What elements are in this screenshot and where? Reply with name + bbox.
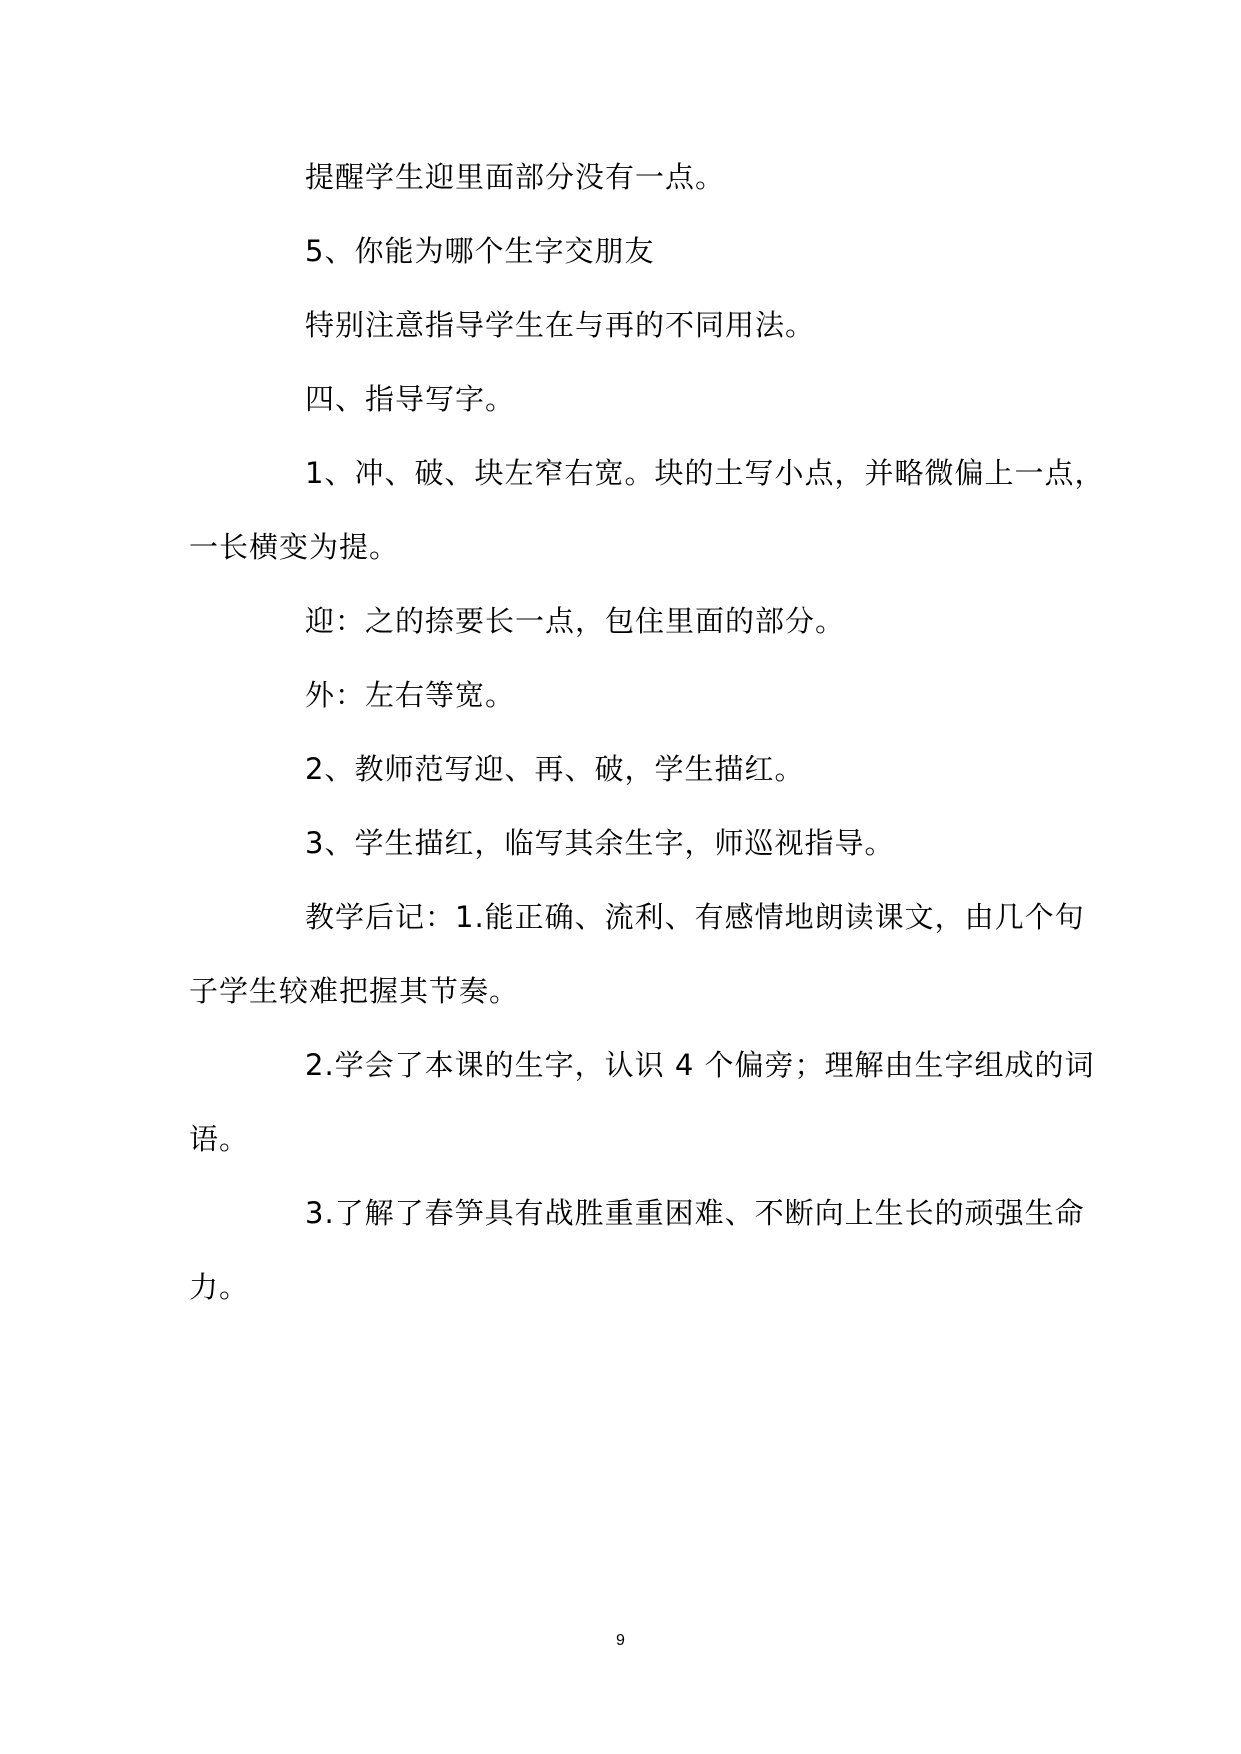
paragraph-line: 外：左右等宽。	[305, 678, 516, 712]
paragraph-line: 5、你能为哪个生字交朋友	[305, 234, 655, 268]
paragraph-line: 子学生较难把握其节奏。	[189, 974, 520, 1008]
paragraph-line: 一长横变为提。	[189, 530, 400, 564]
paragraph-line: 2.学会了本课的生字，认识 4 个偏旁；理解由生字组成的词	[305, 1048, 1095, 1082]
paragraph-line: 2、教师范写迎、再、破，学生描红。	[305, 752, 805, 786]
page-number: 9	[616, 1632, 625, 1649]
paragraph-line: 迎：之的捺要长一点，包住里面的部分。	[305, 604, 846, 638]
document-body	[189, 140, 1105, 1324]
paragraph-line: 教学后记：1.能正确、流利、有感情地朗读课文，由几个句	[305, 900, 1085, 934]
paragraph-line: 3、学生描红，临写其余生字，师巡视指导。	[305, 826, 895, 860]
paragraph-line: 3.了解了春笋具有战胜重重困难、不断向上生长的顽强生命	[305, 1196, 1085, 1230]
paragraph-line: 语。	[189, 1122, 250, 1156]
paragraph-line: 特别注意指导学生在与再的不同用法。	[305, 308, 816, 342]
paragraph-line: 1、冲、破、块左窄右宽。块的土写小点，并略微偏上一点，	[305, 456, 1105, 490]
section-heading: 四、指导写字。	[305, 382, 516, 416]
paragraph-line: 力。	[189, 1270, 250, 1304]
paragraph-line: 提醒学生迎里面部分没有一点。	[305, 160, 726, 194]
